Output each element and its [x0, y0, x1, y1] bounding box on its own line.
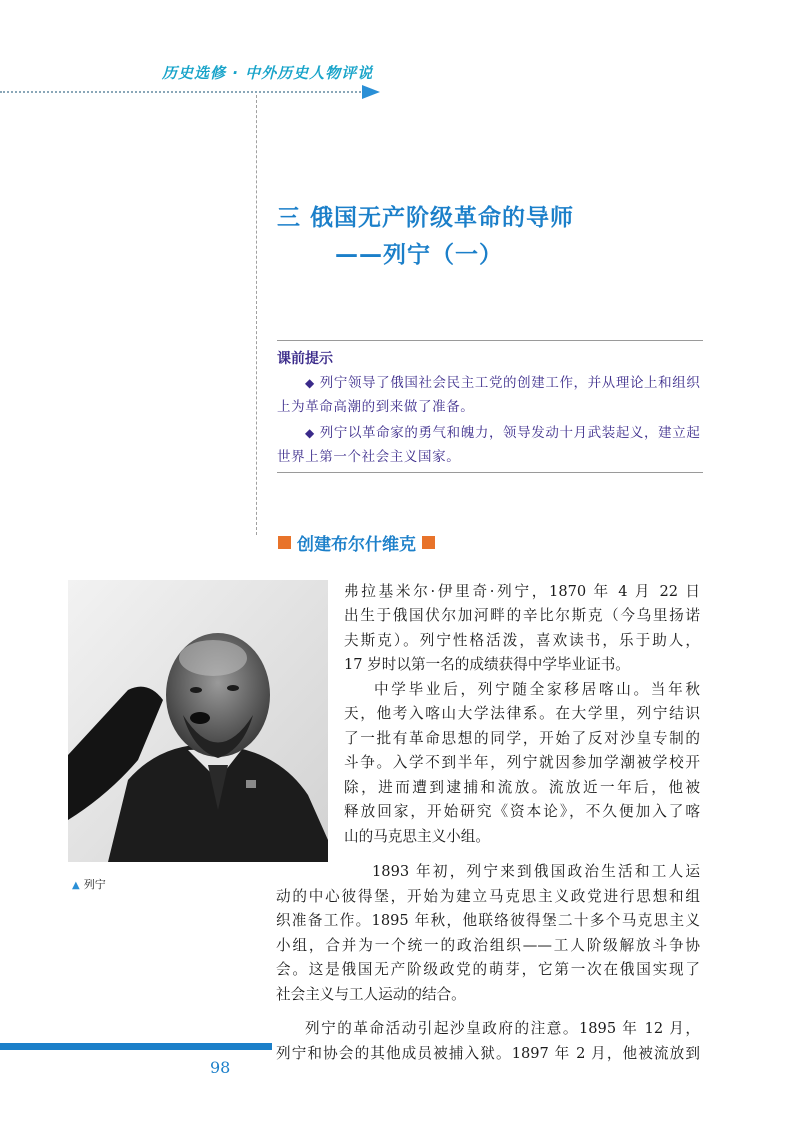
preview-item [277, 421, 705, 469]
diamond-bullet-icon: ◆ [305, 426, 315, 440]
paragraph-line: 山的马克思主义小组。 [344, 828, 490, 845]
portrait-illustration [68, 580, 328, 862]
paragraph-line: 夫斯克）。列宁性格活泼，喜欢读书，乐于助人， [344, 632, 700, 649]
paragraph-line: 斗争。入学不到半年，列宁就因参加学潮被学校开 [344, 754, 700, 771]
preview-item-text: 列宁领导了俄国社会民主工党的创建工作，并从理论上和组织上为革命高潮的到来做了准备。 [277, 375, 701, 415]
page-number: 98 [210, 1058, 231, 1077]
footer-accent-bar [0, 1043, 272, 1050]
paragraph-line: 天，他考入喀山大学法律系。在大学里，列宁结识 [344, 705, 700, 722]
preview-top-rule [277, 340, 703, 341]
photo-caption [72, 876, 106, 892]
chapter-subtitle: ——列宁（一） [335, 242, 503, 268]
paragraph-line: 了一批有革命思想的同学，开始了反对沙皇专制的 [344, 730, 700, 747]
paragraph-line: 织准备工作。1895 年秋，他联络彼得堡二十多个马克思主义 [276, 912, 700, 929]
preview-bottom-rule [277, 472, 703, 473]
paragraph-line: 弗拉基米尔·伊里奇·列宁，1870 年 4 月 22 日 [344, 583, 700, 600]
paragraph-line: 会。这是俄国无产阶级政党的萌芽，它第一次在俄国实现了 [276, 961, 700, 978]
header-arrow-icon [362, 85, 380, 99]
triangle-marker-icon: ▲ [72, 880, 80, 891]
lenin-photo [68, 580, 328, 862]
preview-item-text: 列宁以革命家的勇气和魄力，领导发动十月武装起义，建立起世界上第一个社会主义国家。 [277, 425, 701, 465]
paragraph-line: 列宁和协会的其他成员被捕入狱。1897 年 2 月，他被流放到 [276, 1045, 700, 1062]
paragraph-line: 1893 年初，列宁来到俄国政治生活和工人运 [372, 863, 700, 880]
orange-square-icon [278, 536, 291, 549]
preview-item [277, 371, 705, 419]
paragraph-line: 小组，合并为一个统一的政治组织——工人阶级解放斗争协 [276, 937, 700, 954]
section-heading-text: 创建布尔什维克 [297, 535, 416, 555]
vertical-dashed-guide [256, 95, 257, 535]
chapter-title: 三 俄国无产阶级革命的导师 [277, 205, 575, 231]
preview-heading: 课前提示 [277, 351, 333, 367]
paragraph-line: 动的中心彼得堡，开始为建立马克思主义政党进行思想和组 [276, 888, 700, 905]
orange-square-icon [422, 536, 435, 549]
paragraph-line: 社会主义与工人运动的结合。 [276, 986, 466, 1003]
series-title: 历史选修 · 中外历史人物评说 [162, 64, 374, 82]
paragraph-line: 出生于俄国伏尔加河畔的辛比尔斯克（今乌里扬诺 [344, 607, 700, 624]
paragraph-line: 除，进而遭到逮捕和流放。流放近一年后，他被 [344, 779, 700, 796]
diamond-bullet-icon: ◆ [305, 376, 315, 390]
section-heading [278, 530, 435, 555]
photo-caption-text: 列宁 [83, 878, 106, 891]
paragraph-line: 列宁的革命活动引起沙皇政府的注意。1895 年 12 月， [305, 1020, 700, 1037]
header-dotted-rule [0, 91, 372, 93]
paragraph-line: 中学毕业后，列宁随全家移居喀山。当年秋 [374, 681, 700, 698]
paragraph-line: 17 岁时以第一名的成绩获得中学毕业证书。 [344, 656, 630, 673]
paragraph-line: 释放回家，开始研究《资本论》，不久便加入了喀 [344, 803, 700, 820]
